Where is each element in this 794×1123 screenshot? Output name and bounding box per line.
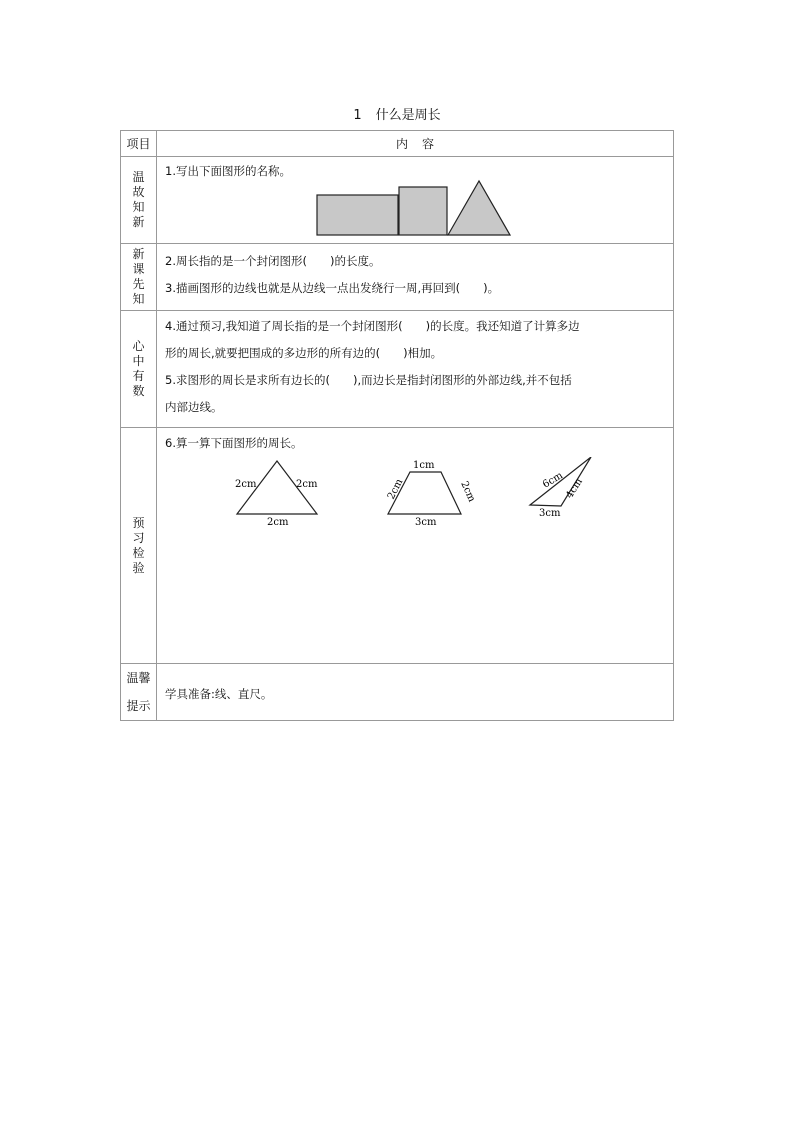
fig1-bottom-label: 2cm <box>267 517 289 528</box>
lesson-number: 1 <box>353 108 362 123</box>
preview-row <box>121 428 674 664</box>
heart-row <box>121 311 674 428</box>
heart-label: 心中有数 <box>132 339 145 398</box>
fig3-bottom-label: 3cm <box>539 508 561 519</box>
fig2-bottom-label: 3cm <box>415 517 437 528</box>
page-title <box>0 104 794 123</box>
preview-label: 预习检验 <box>132 515 145 575</box>
tips-label-line-1: 温馨 <box>126 671 151 685</box>
triangle-shape <box>448 181 510 235</box>
header-item: 项目 <box>121 131 157 157</box>
fig1-right-label: 2cm <box>296 479 318 490</box>
tips-text: 学具准备:线、直尺。 <box>165 686 273 701</box>
question-2: 2.周长指的是一个封闭图形( )的长度。 <box>165 254 381 268</box>
question-5-line-2: 内部边线。 <box>165 400 223 414</box>
question-6: 6.算一算下面图形的周长。 <box>165 436 303 450</box>
header-row <box>121 131 674 157</box>
question-1: 1.写出下面图形的名称。 <box>165 164 291 178</box>
worksheet-table <box>120 130 674 721</box>
review-row <box>121 157 674 244</box>
question-5-line-1: 5.求图形的周长是求所有边长的( ),而边长是指封闭图形的外部边线,并不包括 <box>165 373 572 387</box>
lesson-title: 什么是周长 <box>375 108 441 123</box>
rectangle-shape <box>317 195 398 235</box>
fig3-right-label: 4cm <box>564 476 585 501</box>
tips-label-line-2: 提示 <box>126 699 151 713</box>
newlesson-label: 新课先知 <box>132 247 145 306</box>
question-4-line-1: 4.通过预习,我知道了周长指的是一个封闭图形( )的长度。我还知道了计算多边 <box>165 319 580 333</box>
fig2-right-label: 2cm <box>458 479 478 504</box>
fig1-left-label: 2cm <box>235 479 257 490</box>
question-3: 3.描画图形的边线也就是从边线一点出发绕行一周,再回到( )。 <box>165 281 500 295</box>
fig2-top-label: 1cm <box>413 460 435 471</box>
shapes-figure <box>157 179 673 237</box>
fig3-top-label: 6cm <box>540 470 565 491</box>
square-shape <box>399 187 447 235</box>
perimeter-figures <box>157 457 673 537</box>
tips-row <box>121 664 674 721</box>
review-label: 温故知新 <box>132 170 145 229</box>
fig2-left-label: 2cm <box>385 477 406 502</box>
header-content: 内容 <box>157 131 674 157</box>
question-4-line-2: 形的周长,就要把围成的多边形的所有边的( )相加。 <box>165 346 443 360</box>
newlesson-row <box>121 244 674 311</box>
